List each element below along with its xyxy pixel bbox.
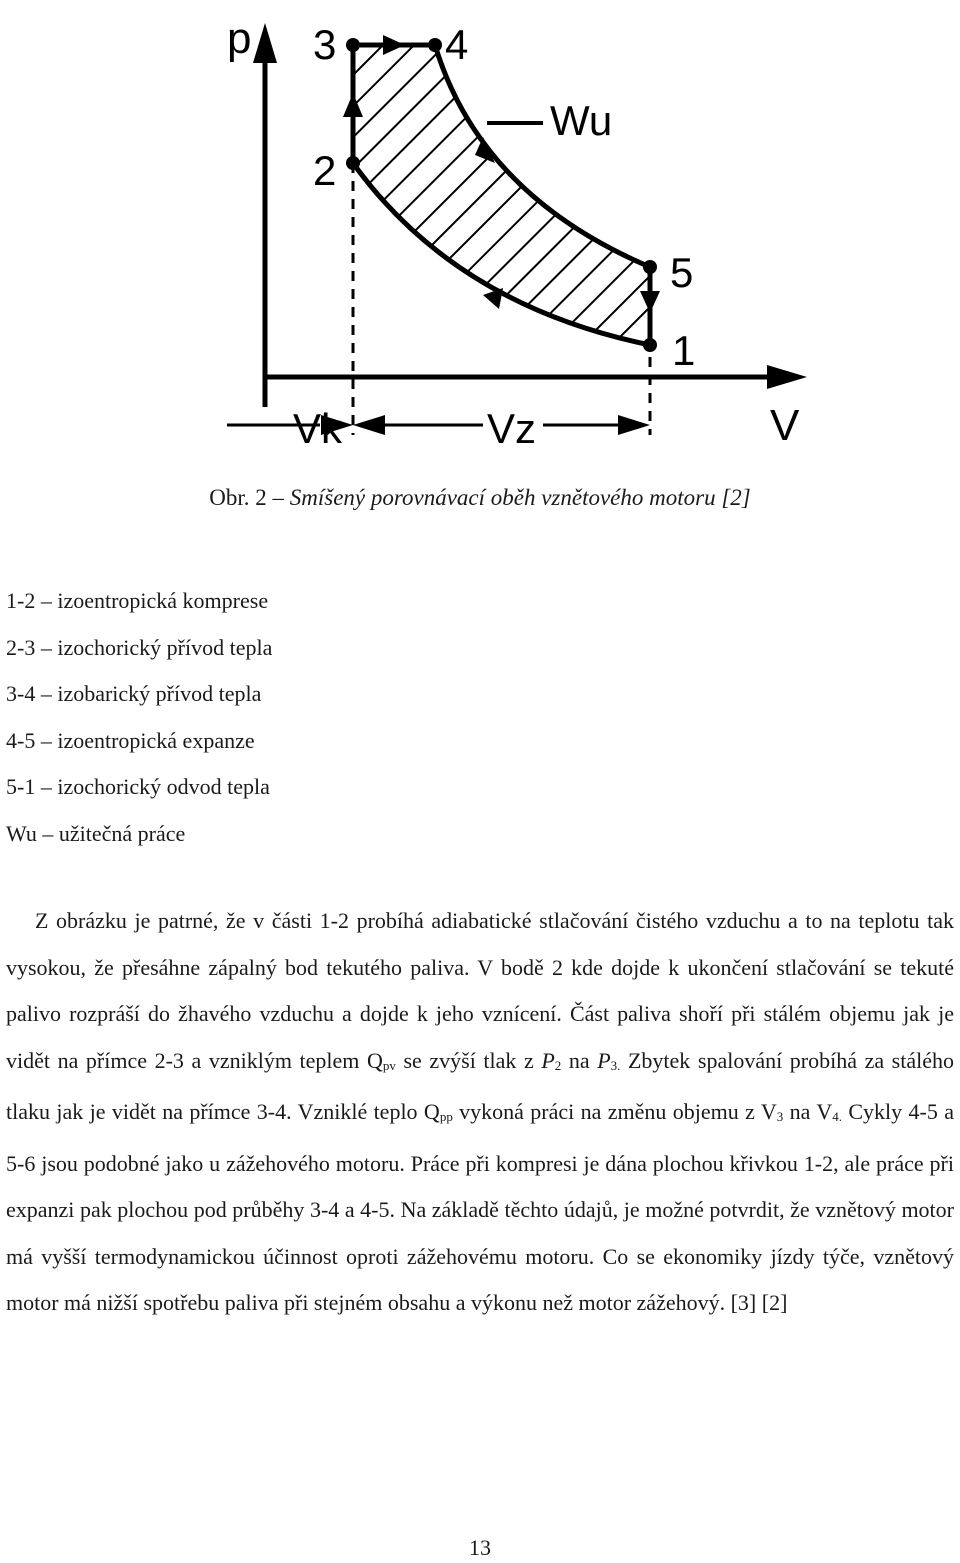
legend-item: Wu – užitečná práce xyxy=(6,820,186,846)
v-axis xyxy=(265,365,807,389)
legend-list xyxy=(6,578,272,857)
pv-diagram xyxy=(225,15,815,460)
legend-item: 4-5 – izoentropická expanze xyxy=(6,727,255,753)
p-axis-label: p xyxy=(227,15,252,63)
body-paragraph: Z obrázku je patrné, že v části 1-2 probíhá adiabatické stlačování čistého vzduchu a to na teplotu tak vysokou, že přesáhne zápalný bod tekutého paliva. V bodě 2 kde dojde k ukončení stlačování se tekuté palivo rozpráší do žhavého vzduchu a dojde k jeho vznícení. Část paliva shoří při stálém objemu jak je vidět na přímce 2-3 a vzniklým teplem $Q_{pv}$ se zvýší tlak z $P_2$ na $P_{3.}$ Zbytek spalování probíhá za stálého tlaku jak je vidět na přímce 3-4. Vzniklé teplo $Q_{pp}$ vykoná práci na změnu objemu z $V_3$ na $V_{4.}$ Cykly 4-5 a 5-6 jsou podobné jako u zážehového motoru. Práce při kompresi je dána plochou křivkou 1-2, ale práce při expanzi pak plochou pod průběhy 3-4 a 4-5. Na základě těchto údajů, je možné potvrdit, že vznětový motor má vyšší termodynamickou účinnost oproti zážehovému motoru. Co se ekonomiky jízdy týče, vznětový motor má nižší spotřebu paliva při stejném obsahu a výkonu než motor zážehový. [3] [2] xyxy=(6,908,955,1315)
v-axis-label: V xyxy=(770,401,800,450)
caption-prefix: Obr. 2 – xyxy=(209,485,290,510)
caption-title: Smíšený porovnávací oběh vznětového motoru [2] xyxy=(289,485,751,510)
legend-item: 1-2 – izoentropická komprese xyxy=(6,588,269,613)
point-label-5: 5 xyxy=(670,249,694,296)
point-label-2: 2 xyxy=(313,147,337,194)
point-label-1: 1 xyxy=(672,327,696,374)
legend-item: 3-4 – izobarický přívod tepla xyxy=(6,681,262,706)
arrow-1-2 xyxy=(483,288,503,309)
legend-item: 5-1 – izochorický odvod tepla xyxy=(6,774,270,799)
p-axis xyxy=(253,23,277,407)
volume-label-vk: Vk xyxy=(293,405,343,452)
page-number: 13 xyxy=(469,1535,491,1560)
work-label: Wu xyxy=(550,97,613,144)
point-label-3: 3 xyxy=(313,21,337,68)
legend-item: 2-3 – izochorický přívod tepla xyxy=(6,634,273,660)
figure-caption xyxy=(0,485,960,511)
volume-label-vz: Vz xyxy=(487,405,537,452)
point-label-4: 4 xyxy=(445,21,469,68)
